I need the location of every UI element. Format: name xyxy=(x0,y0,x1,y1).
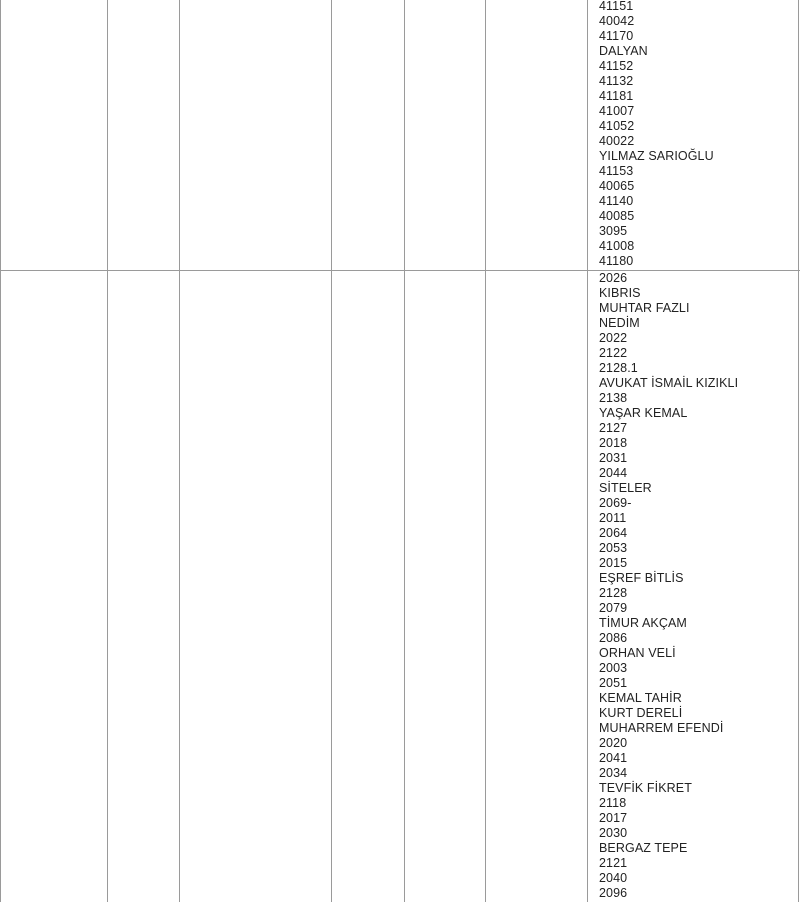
list-item: 2034 xyxy=(599,766,628,780)
list-item: SİTELER xyxy=(599,481,652,495)
list-item: 3095 xyxy=(599,224,628,238)
list-item: 2017 xyxy=(599,811,628,825)
list-item: 2121 xyxy=(599,856,628,870)
list-item: 2079 xyxy=(599,601,628,615)
list-item: 2018 xyxy=(599,436,628,450)
list-item: 41152 xyxy=(599,59,634,73)
list-item: 2127 xyxy=(599,421,628,435)
list-item: 2044 xyxy=(599,466,628,480)
list-item: TİMUR AKÇAM xyxy=(599,616,687,630)
list-item: 2051 xyxy=(599,676,628,690)
list-item: 2138 xyxy=(599,391,628,405)
list-item: NEDİM xyxy=(599,316,640,330)
list-item: 2069- xyxy=(599,496,632,510)
list-item: 41153 xyxy=(599,164,634,178)
list-item: 2128.1 xyxy=(599,361,638,375)
list-item: 2022 xyxy=(599,331,628,345)
list-item: KEMAL TAHİR xyxy=(599,691,682,705)
list-item: 40042 xyxy=(599,14,635,28)
list-item: 2026 xyxy=(599,271,628,285)
list-item: 41140 xyxy=(599,194,634,208)
list-item: KURT DERELİ xyxy=(599,706,683,720)
list-item: 41180 xyxy=(599,254,634,268)
list-item: 41151 xyxy=(599,0,634,13)
list-item: 2096 xyxy=(599,886,628,900)
list-item: 41007 xyxy=(599,104,635,118)
list-item: 41052 xyxy=(599,119,635,133)
table-cell-list xyxy=(599,0,714,269)
list-item: YAŞAR KEMAL xyxy=(599,406,688,420)
list-item: 2118 xyxy=(599,796,627,810)
list-item: 40022 xyxy=(599,134,635,148)
list-item: YILMAZ SARIOĞLU xyxy=(599,149,714,163)
list-item: 2040 xyxy=(599,871,628,885)
list-item: DALYAN xyxy=(599,44,648,58)
list-item: 40085 xyxy=(599,209,635,223)
list-item: 2086 xyxy=(599,631,628,645)
list-item: ORHAN VELİ xyxy=(599,646,676,660)
list-item: 41170 xyxy=(599,29,634,43)
table-row xyxy=(0,0,800,271)
table-cell-list xyxy=(599,271,738,901)
list-item: BERGAZ TEPE xyxy=(599,841,688,855)
list-item: 2122 xyxy=(599,346,628,360)
list-item: 2015 xyxy=(599,556,628,570)
list-item: 2041 xyxy=(599,751,628,765)
table-row xyxy=(0,271,800,911)
list-item: 41132 xyxy=(599,74,634,88)
list-item: 2003 xyxy=(599,661,628,675)
list-item: 2064 xyxy=(599,526,628,540)
list-item: 2053 xyxy=(599,541,628,555)
list-item: KIBRIS xyxy=(599,286,641,300)
list-item: 2011 xyxy=(599,511,627,525)
list-item: 41181 xyxy=(599,89,634,103)
list-item: 2031 xyxy=(599,451,628,465)
list-item: MUHTAR FAZLI xyxy=(599,301,690,315)
list-item: 2128 xyxy=(599,586,628,600)
list-item: AVUKAT İSMAİL KIZIKLI xyxy=(599,376,739,390)
list-item: MUHARREM EFENDİ xyxy=(599,721,724,735)
list-item: EŞREF BİTLİS xyxy=(599,571,684,585)
list-item: 41008 xyxy=(599,239,635,253)
list-item: 2020 xyxy=(599,736,628,750)
list-item: 40065 xyxy=(599,179,635,193)
list-item: TEVFİK FİKRET xyxy=(599,781,692,795)
list-item: 2030 xyxy=(599,826,628,840)
